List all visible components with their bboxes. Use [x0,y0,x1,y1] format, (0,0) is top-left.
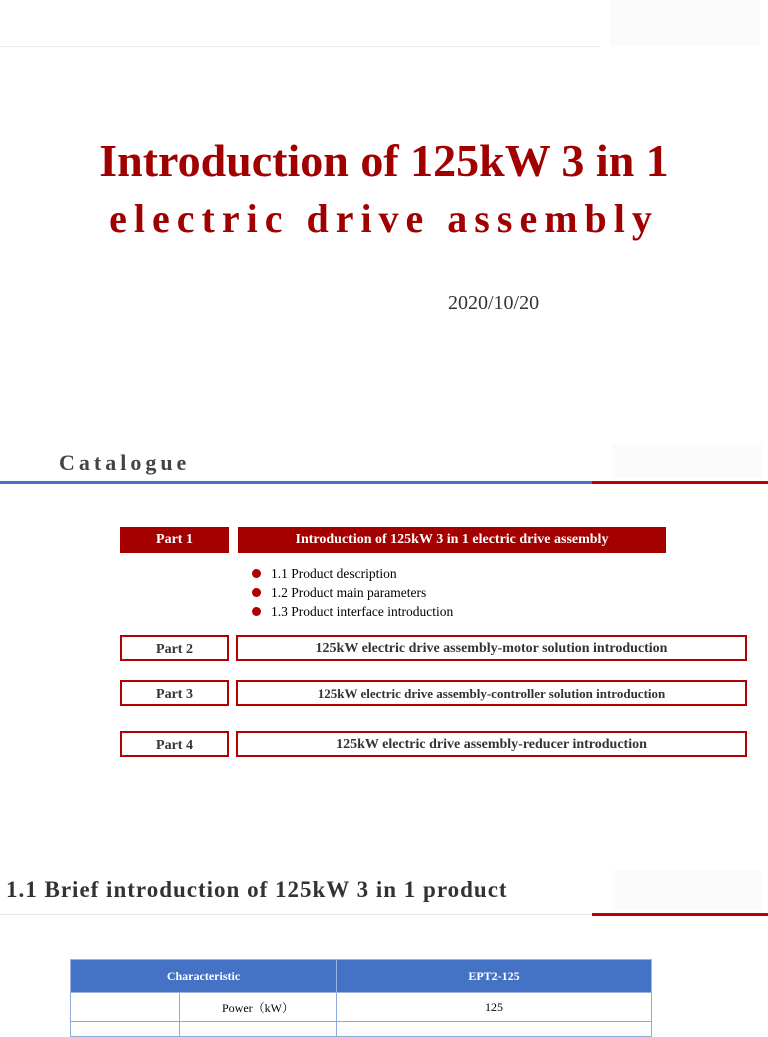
column-header-model: EPT2-125 [337,960,652,993]
list-item: 1.3 Product interface introduction [252,602,453,621]
list-item: 1.1 Product description [252,564,453,583]
part-1-title: Introduction of 125kW 3 in 1 electric drive assembly [238,527,666,553]
table-cell-group [71,993,180,1022]
part-2-title: 125kW electric drive assembly-motor solution introduction [236,635,747,661]
bullet-dot-icon [252,588,261,597]
date-text: 2020/10/20 [448,292,540,314]
section-divider-grey [0,914,592,915]
catalogue-title: Catalogue [59,450,191,475]
part-1-label: Part 1 [120,527,229,553]
list-item: 1.2 Product main parameters [252,583,453,602]
catalogue-divider-blue [0,481,592,484]
page-title-line-2: electric drive assembly [109,196,659,241]
table-row [71,993,652,1022]
section-divider-red [592,913,768,916]
column-header-characteristic: Characteristic [71,960,337,993]
part-1-item-list [252,564,453,621]
section-header-placeholder [612,870,762,910]
parameters-table [70,959,652,1037]
part-3-title: 125kW electric drive assembly-controller solution introduction [236,680,747,706]
header-placeholder [610,0,760,46]
part-4-label: Part 4 [120,731,229,757]
table-cell-param: Power（kW） [180,993,337,1022]
section-title: 1.1 Brief introduction of 125kW 3 in 1 product [6,877,508,902]
table-header-row [71,960,652,993]
part-3-label: Part 3 [120,680,229,706]
catalogue-divider-red [592,481,768,484]
catalogue-header-placeholder [612,444,762,478]
top-divider [0,46,600,47]
bullet-dot-icon [252,569,261,578]
table-cell-value: 125 [337,993,652,1022]
part-2-label: Part 2 [120,635,229,661]
part-4-title: 125kW electric drive assembly-reducer introduction [236,731,747,757]
bullet-dot-icon [252,607,261,616]
page-title-line-1: Introduction of 125kW 3 in 1 [99,135,669,186]
